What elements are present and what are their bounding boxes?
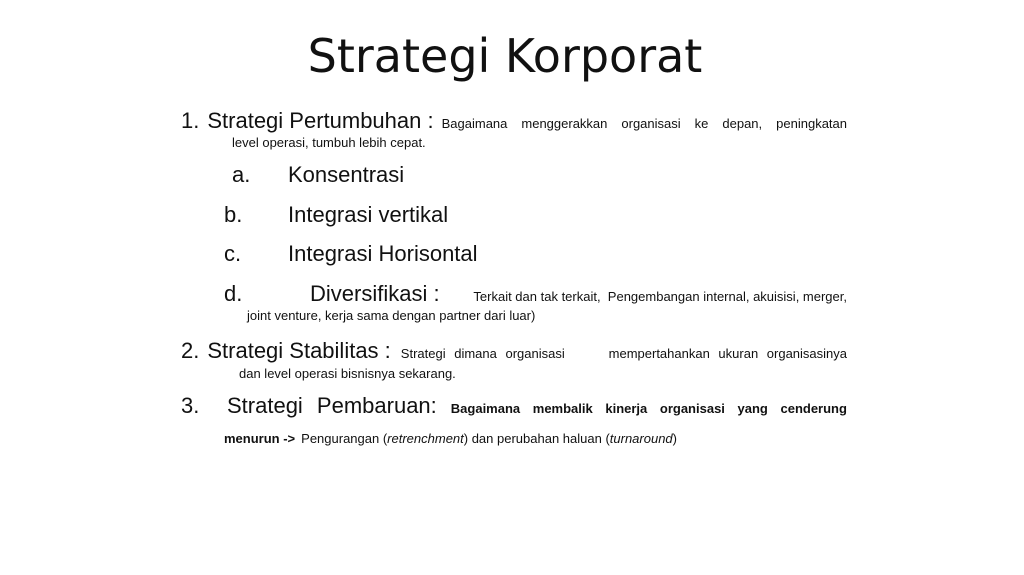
subitem-b xyxy=(224,202,449,228)
list-item-2 xyxy=(181,338,847,381)
item-1-desc-word: peningkatan xyxy=(776,116,847,131)
subitem-b-text: Integrasi vertikal xyxy=(288,202,449,227)
item-3-bold-word: Bagaimana xyxy=(450,401,521,416)
item-1-number: 1. xyxy=(181,108,200,133)
item-3-line2-mid: ) dan perubahan haluan ( xyxy=(463,431,610,446)
subitem-c-marker: c. xyxy=(224,241,242,266)
item-3-heading: Strategi Pembaruan: xyxy=(227,393,437,418)
item-3-line2 xyxy=(181,431,847,446)
item-3-line2-bold: menurun -> xyxy=(224,431,296,446)
subitem-c xyxy=(224,241,478,267)
item-3-number: 3. xyxy=(181,393,200,418)
subitem-d-text: Diversifikasi : xyxy=(310,281,440,306)
item-3-bold-word: yang xyxy=(737,401,768,416)
item-2-desc-a: Strategi dimana organisasi xyxy=(400,346,565,361)
subitem-a xyxy=(232,162,405,188)
item-1-description xyxy=(442,116,847,131)
item-3-bold-word: kinerja xyxy=(605,401,648,416)
item-2-heading: Strategi Stabilitas : xyxy=(207,338,391,363)
item-1-desc-word: ke xyxy=(694,116,709,131)
item-3-line2-post: ) xyxy=(672,431,678,446)
item-3-line2-italic-turnaround: turnaround xyxy=(609,431,673,446)
item-1-heading: Strategi Pertumbuhan : xyxy=(207,108,434,133)
subitem-d-desc-line2: joint venture, kerja sama dengan partner dari luar) xyxy=(247,308,536,323)
subitem-d-desc-line1: Terkait dan tak terkait, Pengembangan internal, akuisisi, merger, xyxy=(473,289,847,304)
subitem-d xyxy=(224,281,847,323)
subitem-b-marker: b. xyxy=(224,202,243,227)
item-3-line2-italic-retrenchment: retrenchment xyxy=(387,431,464,446)
item-1-desc-word: organisasi xyxy=(621,116,681,131)
item-2-desc-b: mempertahankan ukuran organisasinya xyxy=(608,346,847,361)
item-1-desc-word: depan, xyxy=(722,116,763,131)
item-3-line2-pre: Pengurangan ( xyxy=(301,431,388,446)
subitem-c-text: Integrasi Horisontal xyxy=(288,241,478,266)
item-1-desc-word: menggerakkan xyxy=(521,116,608,131)
item-3-bold-word: membalik xyxy=(532,401,593,416)
item-2-desc-line2: dan level operasi bisnisnya sekarang. xyxy=(239,366,456,381)
item-1-desc-word: Bagaimana xyxy=(441,116,508,131)
item-1-desc-line2: level operasi, tumbuh lebih cepat. xyxy=(232,135,426,150)
list-item-1 xyxy=(181,108,847,150)
item-3-bold-word: organisasi xyxy=(659,401,725,416)
slide-title: Strategi Korporat xyxy=(307,29,703,83)
item-3-bold-description xyxy=(451,401,847,416)
item-2-number: 2. xyxy=(181,338,200,363)
list-item-3 xyxy=(181,393,847,446)
item-2-description xyxy=(401,346,847,361)
subitem-a-text: Konsentrasi xyxy=(288,162,405,187)
item-3-bold-word: cenderung xyxy=(780,401,847,416)
subitem-d-marker: d. xyxy=(224,281,243,306)
subitem-a-marker: a. xyxy=(232,162,251,187)
